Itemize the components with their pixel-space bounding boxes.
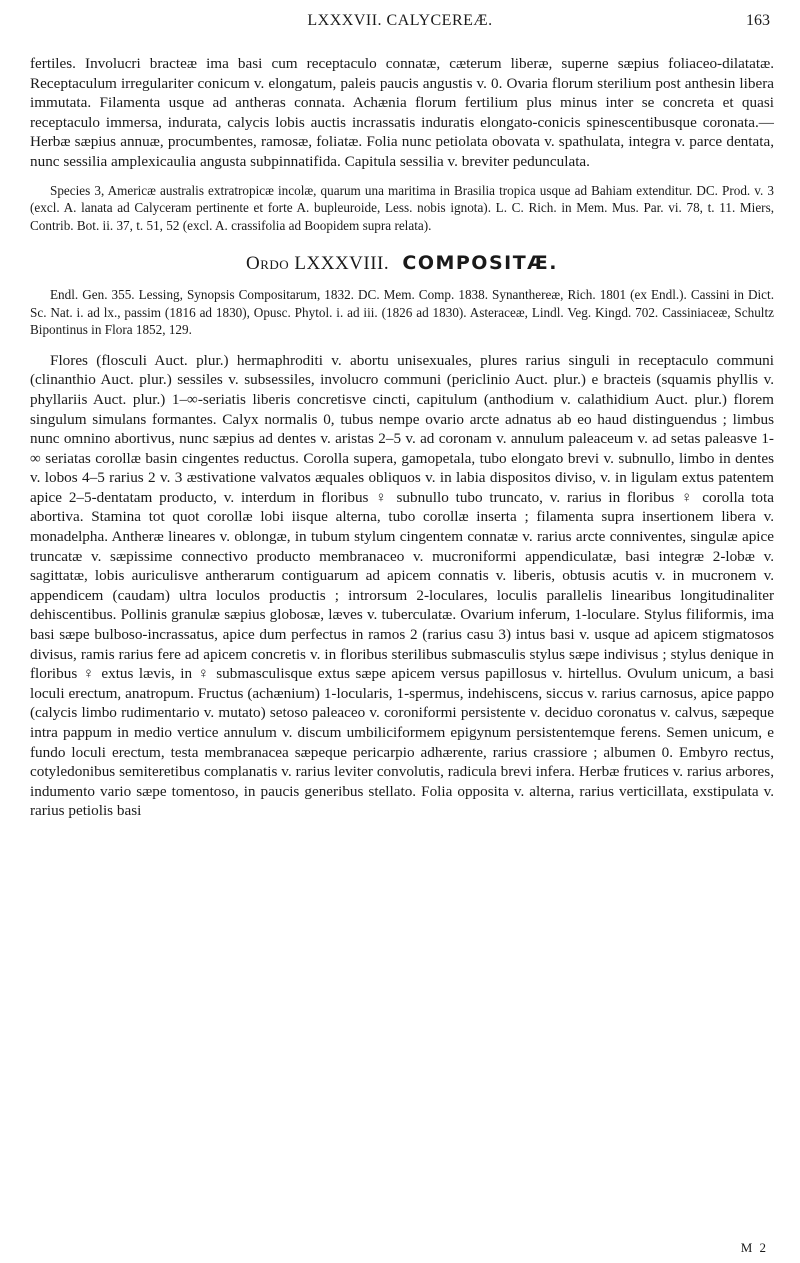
page-number: 163 bbox=[746, 12, 770, 29]
genus-description-paragraph: fertiles. Involucri bracteæ ima basi cum receptaculo connatæ, cæterum liberæ, superne sæpius foliaceo-dilatatæ. Receptaculum irregulariter conicum v. elongatum, paleis paucis angustis v. 0. Ovaria florum sterilium post anthesin libera immutata. Filamenta usque ad antheras connata. Achænia florum fertilium plus minus inter se concreta et quasi receptaculo immersa, indurata, calycis lobis auctis incrassatis induratis elongato-conicis spinescentibusque coronata.—Herbæ sæpius annuæ, procumbentes, ramosæ, foliatæ. Folia nunc petiolata obovata v. spathulata, integra v. parce dentata, nunc sessilia amplexicaulia angusta subpinnatifida. Capitula sessilia v. breviter pedunculata. bbox=[30, 55, 774, 170]
order-description: Flores (flosculi Auct. plur.) hermaphroditi v. abortu unisexuales, plures rarius singuli in receptaculo communi (clinanthio Auct. plur.) sessiles v. subsessiles, involucro communi (periclinio Auct. plur.) e bracteis (squamis phyllis v. phyllariis Auct. plur.) 1–∞-seriatis liberis concretisve cincti, capitulum (anthodium v. calathidium Auct. plur.) florem singulum simulans formantes. Calyx normalis 0, tubus nempe ovario arcte adnatus ab eo haud distinguendus ; limbus nunc omnino abortivus, nunc sæpius ad dentes v. aristas 2–5 v. ad coronam v. annulum paleaceum v. ad setas paleasve 1-∞ seriatas corollæ basin cingentes reductus. Corolla supera, gamopetala, tubo elongato brevi v. subnullo, limbo in dentes v. lobos 4–5 rarius 2 v. 3 æstivatione valvatos æquales obliquos v. in labia dispositos diviso, v. in ligulam extus patentem apice 2–5-dentatam producto, v. interdum in floribus ♀ subnullo tubo truncato, v. rarius in floribus ♀ corolla tota abortiva. Stamina tot quot corollæ lobi iisque alterna, tubo corollæ inserta ; filamenta supra insertionem libera v. monadelpha. Antheræ lineares v. oblongæ, in tubum stylum cingentem connatæ v. rarius arcte conniventes, singulæ apice truncatæ v. sæpissime connectivo producto membranaceo v. mucroniformi appendiculatæ, basi integræ 2-lobæ v. sagittatæ, lobis auriculisve antherarum contiguarum ad apicem connatis v. liberis, obtusis acutis v. in mucronem v. appendicem (caudam) ultra loculos productis ; introrsum 2-loculares, loculis parallelis linearibus longitudinaliter dehiscentibus. Pollinis granulæ sæpius globosæ, læves v. tuberculatæ. Ovarium inferum, 1-loculare. Stylus filiformis, ima basi sæpe bulboso-incrassatus, apice dum perfectus in ramos 2 (rarius casu 3) intus basi v. usque ad apicem stigmatosos divisus, ramis rarius fere ad apicem concretis v. in floribus sterilibus submasculis stylus sæpe indivisus ; stylus denique in floribus ♀ extus lævis, in ♀ submasculisque extus sæpe apicem versus papillosus v. hirtellus. Ovulum unicum, a basi loculi erectum, anatropum. Fructus (achænium) 1-locularis, 1-spermus, indehiscens, siccus v. rarius carnosus, apice pappo (calycis limbo rudimentario v. mutato) setoso paleaceo v. coroniformi persistente v. deciduo coronatus v. calvus, sæpeque intra pappum in medio vertice annulum v. discum umbiliciformem epigynum persistentemque ferens. Semen unicum, e fundo loculi erectum, testa membranacea sæpeque pericarpio adhærente, rarius crassiore ; albumen 0. Embyro rectus, cotyledonibus semiteretibus complanatis v. rarius leviter convolutis, radicula brevi infera. Herbæ frutices v. rarius arbores, indumento vario sæpe tomentoso, in paucis generibus stellato. Folia opposita v. alterna, rarius verticillata, exstipulata v. rarius petiolis basi bbox=[30, 351, 774, 820]
order-name: COMPOSITÆ. bbox=[402, 252, 559, 275]
running-title: LXXXVII. CALYCEREÆ. bbox=[307, 12, 493, 29]
signature-mark: M 2 bbox=[740, 1240, 768, 1255]
body-text bbox=[30, 54, 774, 821]
order-heading bbox=[30, 254, 774, 274]
species-note: Species 3, Americæ australis extratropicæ incolæ, quarum una maritima in Brasilia tropica usque ad Bahiam extenditur. DC. Prod. v. 3 (excl. A. lanata ad Calyceram pertinente et forte A. bupleuroide, Less. nobis ignota). L. C. Rich. in Mem. Mus. Par. vi. 78, t. 11. Miers, Contrib. Bot. ii. 37, t. 51, 52 (excl. A. crassifolia ad Boopidem supra relata). bbox=[30, 182, 774, 233]
order-references: Endl. Gen. 355. Lessing, Synopsis Compositarum, 1832. DC. Mem. Comp. 1838. Synanthereæ, Rich. 1801 (ex Endl.). Cassini in Dict. Sc. Nat. i. ad lx., passim (1816 ad 1830), Opusc. Phytol. i. ad iii. (1826 ad 1830). Asteraceæ, Lindl. Veg. Kingd. 702. Cassiniaceæ, Schultz Bipontinus in Flora 1852, 129. bbox=[30, 286, 774, 338]
running-header bbox=[0, 12, 800, 36]
order-label: Ordo bbox=[245, 253, 290, 275]
order-number: LXXXVIII. bbox=[294, 253, 390, 275]
